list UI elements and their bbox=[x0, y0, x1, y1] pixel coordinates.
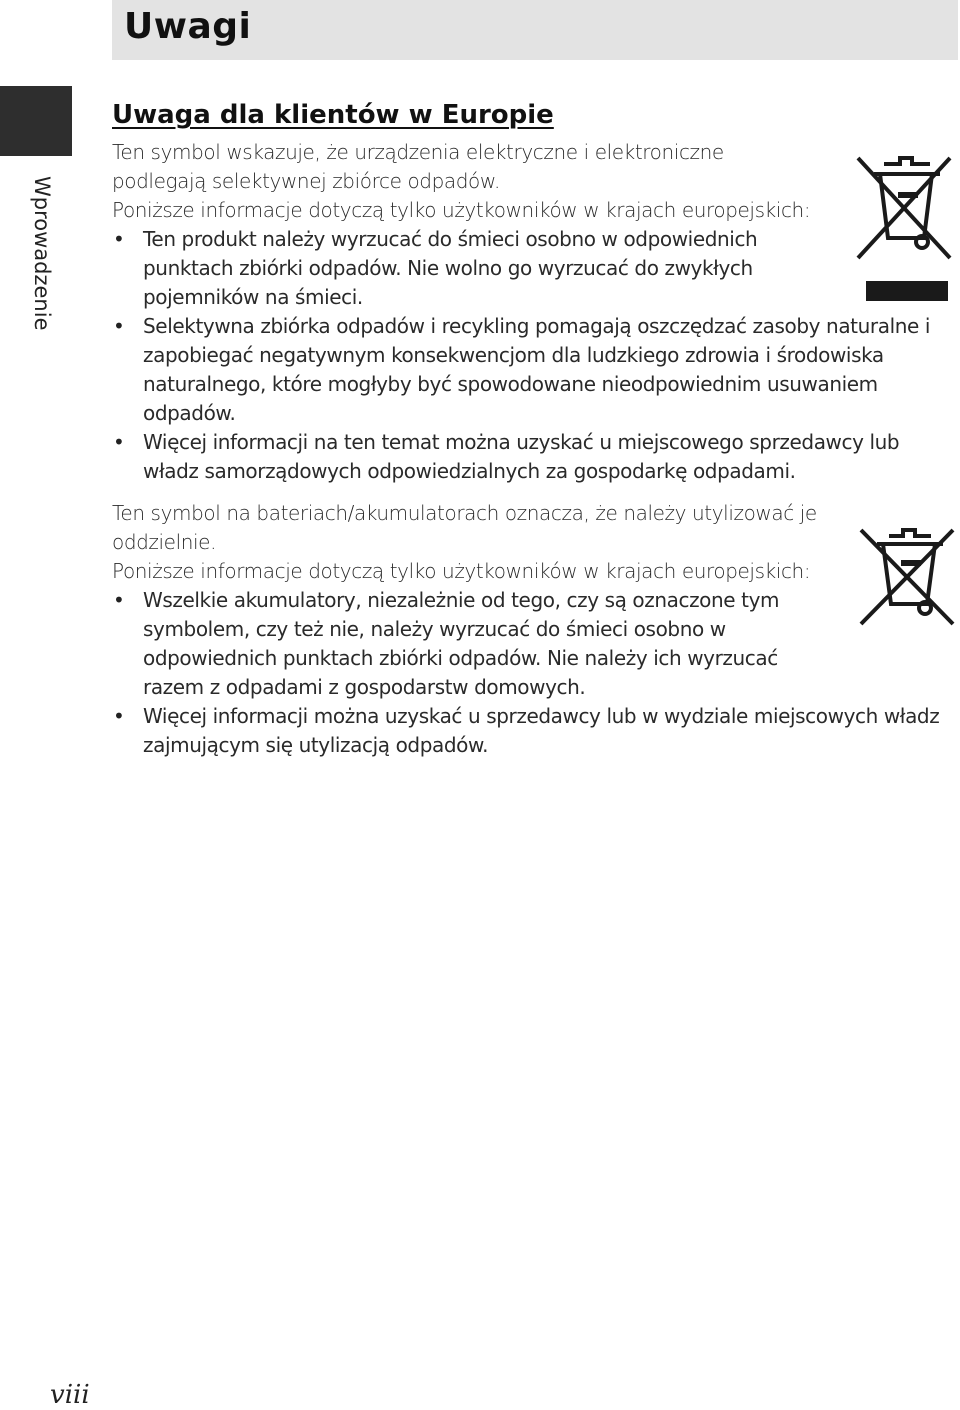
weee-intro-line1: Ten symbol wskazuje, że urządzenia elektryczne i elektroniczne bbox=[112, 140, 724, 164]
title-bar bbox=[112, 0, 958, 60]
page-title: Uwagi bbox=[124, 6, 252, 47]
list-item: • Więcej informacji na ten temat można uzyskać u miejscowego sprzedawcy lub władz samorządowych odpowiedzialnych za gospodarkę odpadami. bbox=[112, 428, 958, 486]
battery-section bbox=[112, 499, 958, 760]
crossed-out-wheelie-bin-icon bbox=[852, 152, 956, 264]
list-item: • Selektywna zbiórka odpadów i recykling pomagają oszczędzać zasoby naturalne i zapobiegać negatywnym konsekwencjom dla ludzkiego zdrowia i środowiska naturalnego, które mogłyby być spowodowane nieodpowiednim usuwaniem odpadów. bbox=[112, 312, 958, 428]
list-item: • Wszelkie akumulatory, niezależnie od tego, czy są oznaczone tym symbolem, czy też nie, należy wyrzucać do śmieci osobno w odpowiednich punktach zbiórki odpadów. Nie należy ich wyrzucać razem z odpadami z gospodarstw domowych. bbox=[112, 586, 813, 702]
chapter-tab bbox=[0, 86, 72, 156]
section-heading: Uwaga dla klientów w Europie bbox=[112, 100, 554, 130]
weee-bullet-list bbox=[112, 225, 958, 486]
list-item: • Ten produkt należy wyrzucać do śmieci osobno w odpowiednich punktach zbiórki odpadów. Nie wolno go wyrzucać do zwykłych pojemników na śmieci. bbox=[112, 225, 813, 312]
page-number: viii bbox=[50, 1380, 90, 1410]
weee-scope: Poniższe informacje dotyczą tylko użytkowników w krajach europejskich: bbox=[112, 198, 811, 222]
weee-intro-line2: podlegają selektywnej zbiórce odpadów. bbox=[112, 169, 500, 193]
crossed-out-wheelie-bin-icon bbox=[855, 528, 959, 628]
battery-scope: Poniższe informacje dotyczą tylko użytkowników w krajach europejskich: bbox=[112, 559, 811, 583]
main-content bbox=[112, 100, 958, 760]
chapter-label: Wprowadzenie bbox=[30, 176, 54, 331]
list-item: • Więcej informacji można uzyskać u sprzedawcy lub w wydziale miejscowych władz zajmującym się utylizacją odpadów. bbox=[112, 702, 958, 760]
black-bar-mark bbox=[866, 281, 948, 301]
battery-bullet-list bbox=[112, 586, 958, 760]
battery-intro: Ten symbol na bateriach/akumulatorach oznacza, że należy utylizować je oddzielnie. bbox=[112, 501, 817, 554]
